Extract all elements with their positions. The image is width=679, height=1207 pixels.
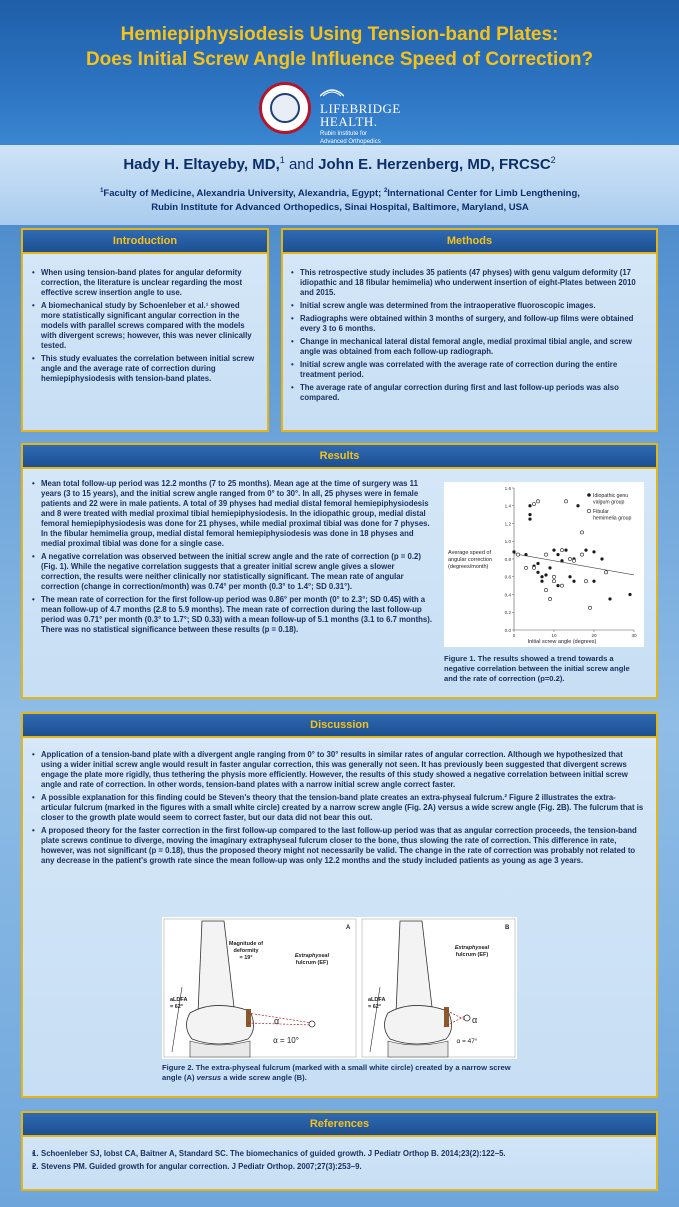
y-tick-label: 0.6 <box>504 574 511 580</box>
affil-2: International Center for Limb Lengthening, <box>387 188 580 200</box>
data-point-idiopathic <box>536 562 539 565</box>
data-point-idiopathic <box>540 575 543 578</box>
author-line <box>0 155 679 173</box>
data-point-fibular <box>580 531 583 534</box>
data-point-fibular <box>532 566 535 569</box>
aldfa-a-label-1: aLDFA <box>170 997 188 1003</box>
scatter-plot <box>444 482 644 647</box>
figure-2-label: Figure 2. <box>162 1063 194 1072</box>
introduction-panel <box>21 228 269 432</box>
list-item: • Application of a tension-band plate with a divergent angle ranging from 0° to 30° results in similar rates of angular correction. Although we hypothesized that using a wider initial screw angle would result in faster angular correction, this was generally not seen. It has previously been suggested that divergent screws engage the plate more rigidly, thus tethering the physis more efficiently. However, the results of this study showed a negative correlation between initial screw angle and rate of correction. In other words, tension-band plates with a narrow initial screw angle correct faster. <box>32 750 644 790</box>
bridge-icon <box>320 87 344 97</box>
y-tick-label: 0.8 <box>504 556 511 562</box>
data-point-idiopathic <box>556 553 559 556</box>
data-point-idiopathic <box>528 517 531 520</box>
figure-2-caption <box>162 1063 517 1083</box>
data-point-idiopathic <box>512 550 515 553</box>
data-point-fibular <box>524 566 527 569</box>
figure-1-chart <box>444 482 644 647</box>
data-point-fibular <box>552 575 555 578</box>
data-point-idiopathic <box>544 573 547 576</box>
tension-band-diagram <box>162 917 517 1059</box>
fulcrum-b-icon <box>464 1015 470 1021</box>
data-point-idiopathic <box>560 559 563 562</box>
legend-idiopathic-line-2: valgum group <box>593 499 625 506</box>
list-item: • The average rate of angular correction during first and last follow-up periods was also compared. <box>291 383 649 403</box>
figure-2-illustration <box>162 917 517 1059</box>
y-axis-label-line-1: Average speed of <box>448 550 492 556</box>
data-point-idiopathic <box>536 571 539 574</box>
data-point-fibular <box>544 588 547 591</box>
alpha-a-value: α = 10° <box>273 1036 299 1045</box>
data-point-fibular <box>560 584 563 587</box>
data-point-idiopathic <box>584 549 587 552</box>
title-line-1: Hemiepiphysiodesis Using Tension-band Plates: <box>120 24 559 45</box>
data-point-idiopathic <box>592 580 595 583</box>
data-point-fibular <box>544 553 547 556</box>
affil-1: Faculty of Medicine, Alexandria University, Alexandria, Egypt; <box>103 188 382 200</box>
femoral-condyle-b <box>384 1005 451 1044</box>
list-item: • Radiographs were obtained within 3 months of surgery, and follow-up films were obtained every 3 to 6 months. <box>291 314 649 334</box>
data-point-fibular <box>584 580 587 583</box>
data-point-fibular <box>532 502 535 505</box>
figure-1-caption <box>444 654 644 684</box>
magnitude-label-1: Magnitude of <box>228 941 264 947</box>
y-tick-label: 1.0 <box>504 539 511 545</box>
discussion-list <box>32 750 644 869</box>
legend-fibular-line-2: hemimelia group <box>593 515 632 522</box>
list-item: • A biomechanical study by Schoenleber et al.¹ showed more statistically significant angular correction in the models with parallel screws compared with the models with divergent screws; however, this was never clinically tested. <box>32 301 258 351</box>
discussion-heading: Discussion <box>23 714 656 738</box>
legend-fibular-line-1: Fibular <box>593 509 609 515</box>
title-line-2: Does Initial Screw Angle Influence Speed of Correction? <box>85 49 594 70</box>
y-tick-label: 1.2 <box>504 521 511 527</box>
data-point-idiopathic <box>548 566 551 569</box>
alpha-b-symbol: α <box>472 1015 478 1025</box>
y-tick-label: 1.6 <box>504 485 511 491</box>
list-item: • Mean total follow-up period was 12.2 months (7 to 25 months). Mean age at the time of surgery was 11 years (3 to 15 years), and the initial screw angle ranged from 0° to 30°. In all, 25 physes were in female patients and 22 were in male patients. A total of 39 physes had medial distal femoral hemiepiphysiodesis and 8 were treated with medial proximal tibial hemiepiphysiodesis. In the idiopathic group, medial distal femoral hemiepiphysiodesis was done for 21 physes, while medial proximal tibial was done for 7 physes. In the fibular hemimelia group, medial distal femoral hemiepiphysiodesis was done in 18 physes and medial proximal tibial was done for a single case. <box>32 479 434 549</box>
methods-list <box>291 268 649 406</box>
logo-name-line-2: HEALTH. <box>320 114 378 129</box>
reference-item <box>32 1149 644 1159</box>
reference-text: Schoenleber SJ, Iobst CA, Baitner A, Standard SC. The biomechanics of guided growth. J Pediatr Orthop B. 2014;23(2):122–5. <box>41 1149 506 1158</box>
data-point-fibular <box>560 549 563 552</box>
reference-text: Stevens PM. Guided growth for angular correction. J Pediatr Orthop. 2007;27(3):253–9. <box>41 1162 362 1171</box>
list-item: • This study evaluates the correlation between initial screw angle and the average rate of correction during hemiepiphysiodesis with tension-band plates. <box>32 354 258 384</box>
panel-b-label: B <box>505 925 510 931</box>
list-item: • When using tension-band plates for angular deformity correction, the literature is unclear regarding the most effective screw insertion angle to use. <box>32 268 258 298</box>
fulcrum-a-icon <box>309 1021 315 1027</box>
fulcrum-a-label-1: Extraphyseal <box>294 953 330 959</box>
data-point-fibular <box>588 606 591 609</box>
methods-panel <box>281 228 658 432</box>
data-point-idiopathic <box>552 549 555 552</box>
data-point-fibular <box>564 500 567 503</box>
aldfa-b-label-1: aLDFA <box>368 997 386 1003</box>
list-item: • A possible explanation for this finding could be Steven's theory that the tension-band plate creates an extra-physeal fulcrum.² Figure 2 illustrates the extra-articular fulcrum (marked in the figures with a small white circle) created by a narrow screw angle (Fig. 2A) versus a wide screw angle (Fig. 2B). The fulcrum that is closer to the growth plate would seem to correct faster, but our data did not bear this out. <box>32 793 644 823</box>
plate-b <box>444 1007 449 1027</box>
figure-2-text-2: a wide screw angle (B). <box>223 1073 307 1082</box>
reference-number: • 2. <box>32 1162 39 1171</box>
data-point-fibular <box>548 597 551 600</box>
fulcrum-b-label-1: Extraphyseal <box>454 945 490 951</box>
reference-number: • 1. <box>32 1149 39 1158</box>
alpha-a-symbol: α <box>274 1016 280 1026</box>
x-tick-label: 0 <box>512 633 516 638</box>
poster-title <box>0 22 679 72</box>
references-panel <box>21 1111 658 1191</box>
data-point-idiopathic <box>556 584 559 587</box>
x-tick-label: 30 <box>631 633 637 638</box>
data-point-idiopathic <box>628 593 631 596</box>
institution-seal-logo <box>259 82 311 134</box>
logo-sub-2: Advanced Orthopedics <box>320 139 381 145</box>
data-point-idiopathic <box>600 557 603 560</box>
legend-label-fibular <box>593 509 631 522</box>
figure-1-text: The results showed a trend towards a negative correlation between the initial screw angle and the rate of correction (p=0.2). <box>444 654 630 683</box>
affiliation-line-1 <box>40 184 640 201</box>
author-1: Hady H. Eltayeby, MD, <box>123 156 280 173</box>
data-point-fibular <box>580 553 583 556</box>
trend-line <box>514 554 634 575</box>
y-tick-label: 0.2 <box>504 610 511 616</box>
magnitude-label-3: = 19° <box>239 955 253 961</box>
y-axis-label-line-2: angular correction <box>448 557 493 563</box>
plate-a <box>246 1009 251 1027</box>
figure-1-label: Figure 1. <box>444 654 476 663</box>
list-item: • A negative correlation was observed between the initial screw angle and the rate of correction (p = 0.2) (Fig. 1). While the negative correlation suggests that a greater initial screw angle gives a slower correction, the results were neither clinically nor statistically significant. The mean rate of angular correction (change in correction/month) was 0.74° per month (0.3° to 1.4°; SD 0.31°). <box>32 552 434 592</box>
y-tick-label: 0.0 <box>504 627 511 633</box>
introduction-heading: Introduction <box>23 230 267 254</box>
reference-item <box>32 1162 644 1172</box>
data-point-idiopathic <box>540 580 543 583</box>
data-point-idiopathic <box>528 504 531 507</box>
data-point-fibular <box>572 559 575 562</box>
list-item: • Change in mechanical lateral distal femoral angle, medial proximal tibial angle, and screw angle was obtained from each follow-up radiograph. <box>291 337 649 357</box>
data-point-idiopathic <box>568 575 571 578</box>
legend-marker-idiopathic <box>587 493 591 497</box>
legend-marker-fibular <box>587 509 591 513</box>
x-axis-label: Initial screw angle (degrees) <box>527 639 597 645</box>
methods-heading: Methods <box>283 230 656 254</box>
logo-sub-1: Rubin Institute for <box>320 131 368 137</box>
legend-idiopathic-line-1: Idiopathic genu <box>593 493 629 499</box>
affil-sup-1: 1 <box>100 188 104 194</box>
affiliations <box>40 184 640 215</box>
results-heading: Results <box>23 445 656 469</box>
logo-name-line-1: LIFEBRIDGE <box>320 101 401 116</box>
panel-a-label: A <box>346 925 351 931</box>
author-2: John E. Herzenberg, MD, FRCSC <box>318 156 551 173</box>
data-point-fibular <box>536 500 539 503</box>
introduction-list <box>32 268 258 387</box>
author-and: and <box>288 156 314 173</box>
data-point-fibular <box>516 553 519 556</box>
y-tick-label: 1.4 <box>504 503 511 509</box>
aldfa-b-label-2: = 62° <box>368 1004 382 1010</box>
list-item: • This retrospective study includes 35 patients (47 physes) with genu valgum deformity (17 idiopathic and 18 fibular hemimelia) who underwent insertion of eight-Plates between 2010 and 2015. <box>291 268 649 298</box>
y-tick-label: 0.4 <box>504 592 511 598</box>
seal-emblem-icon <box>270 93 300 123</box>
list-item: • Initial screw angle was correlated with the average rate of correction during the entire treatment period. <box>291 360 649 380</box>
references-heading: References <box>23 1113 656 1137</box>
data-point-idiopathic <box>524 553 527 556</box>
data-point-idiopathic <box>576 504 579 507</box>
list-item: • The mean rate of correction for the first follow-up period was 0.86° per month (0° to 2.3°; SD 0.45) with a mean follow-up of 4.7 months (2.8 to 5.9 months). The mean rate of correction during the last follow-up period was 0.71° per month (0.3° to 1.7°; SD 0.33) with a mean follow-up of 5.1 months (3.1 to 6.7 months). There was no statistical significance between these results (p = 0.18). <box>32 595 434 635</box>
references-list <box>32 1149 644 1175</box>
affiliation-line-2: Rubin Institute for Advanced Orthopedics, Sinai Hospital, Baltimore, Maryland, USA <box>151 202 529 214</box>
data-point-fibular <box>568 557 571 560</box>
author-2-sup: 2 <box>550 155 556 165</box>
data-point-idiopathic <box>608 597 611 600</box>
y-axis-label-line-3: (degrees/month) <box>448 564 489 570</box>
figure-2-text-versus: versus <box>196 1073 222 1082</box>
figure-2-text-1: The extra-physeal fulcrum (marked with a small white circle) created by a narrow screw angle (A) <box>162 1063 511 1082</box>
list-item: • Initial screw angle was determined from the intraoperative fluoroscopic images. <box>291 301 649 311</box>
list-item: • A proposed theory for the faster correction in the first follow-up compared to the last follow-up period was that as angular correction proceeds, the tension-band plate screws continue to diverge, moving the imaginary extraphyseal fulcrum closer to the bone, thus slowing the rate of correction. This difference in rate, however, was not significant (p = 0.18), thus the proposed theory might not necessarily be valid. The change in the rate of correction was probably not related to any decrease in the patient's growth rate since the mean follow-up was only 12.2 months and the study included patients as young as age 3 years. <box>32 826 644 866</box>
x-tick-label: 10 <box>551 633 557 638</box>
data-point-idiopathic <box>528 513 531 516</box>
lifebridge-logo <box>320 84 430 153</box>
magnitude-label-2: deformity <box>233 948 259 954</box>
affil-sup-2: 2 <box>383 188 388 194</box>
author-1-sup: 1 <box>279 155 285 165</box>
fulcrum-b-label-2: fulcrum (EF) <box>455 952 489 958</box>
data-point-idiopathic <box>572 580 575 583</box>
data-point-idiopathic <box>564 549 567 552</box>
legend-label-idiopathic <box>593 493 630 506</box>
data-point-fibular <box>552 580 555 583</box>
x-tick-label: 20 <box>591 633 597 638</box>
data-point-idiopathic <box>592 550 595 553</box>
femoral-condyle-a <box>186 1005 253 1044</box>
results-list <box>32 479 434 638</box>
aldfa-a-label-2: = 62° <box>170 1004 184 1010</box>
alpha-b-value: α = 47° <box>456 1038 478 1045</box>
fulcrum-a-label-2: fulcrum (EF) <box>295 960 329 966</box>
data-point-fibular <box>604 571 607 574</box>
